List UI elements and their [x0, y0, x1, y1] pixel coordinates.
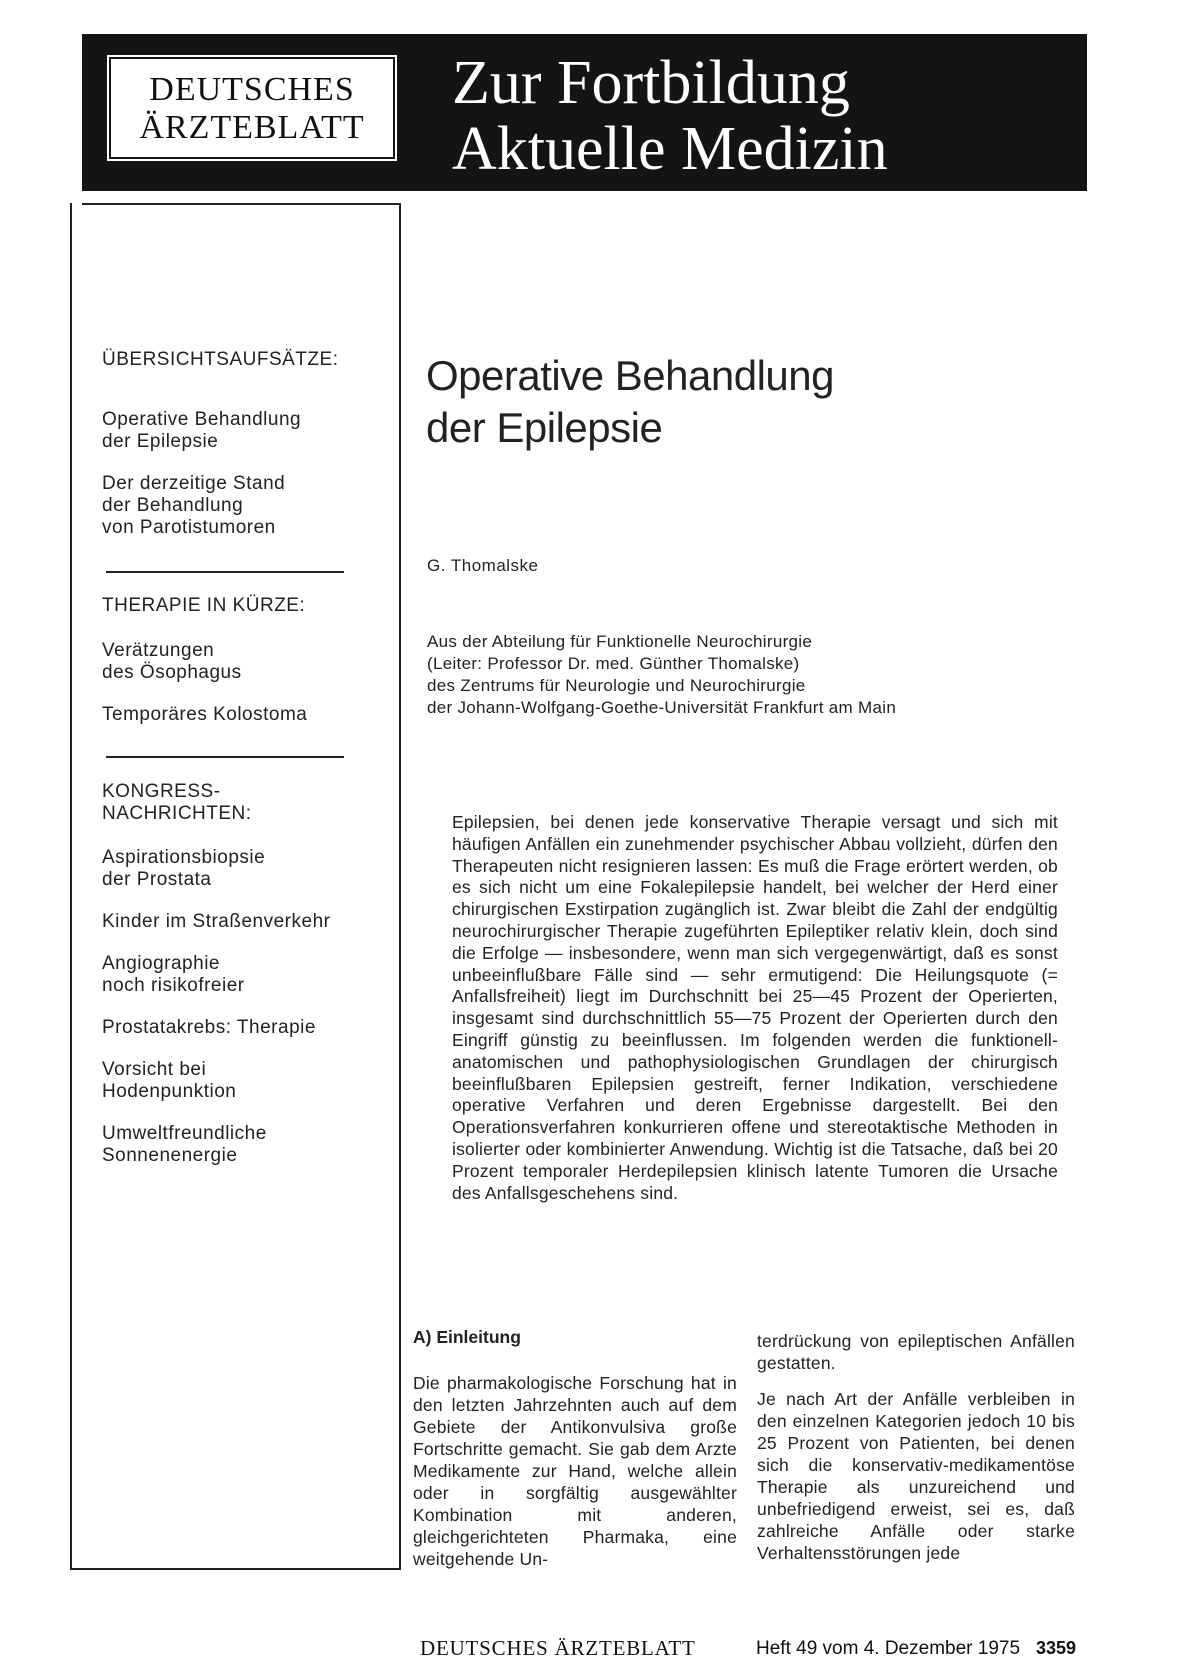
sidebar-heading-congress: KONGRESS- NACHRICHTEN:	[102, 781, 252, 824]
masthead-title-line-2: Aktuelle Medizin	[452, 115, 888, 183]
sidebar-divider	[106, 756, 344, 758]
sidebar-heading-reviews: ÜBERSICHTSAUFSÄTZE:	[102, 349, 339, 370]
sidebar-item: Vorsicht bei Hodenpunktion	[102, 1059, 237, 1102]
logo-line-2: ÄRZTEBLATT	[139, 109, 365, 146]
article-abstract: Epilepsien, bei denen jede konservative Therapie versagt und sich mit häufigen Anfällen ein zunehmender psychischer Abbau vollzieht, dürfen den Therapeuten nicht resignieren lassen: Es muß die Frage erörtert werden, ob es sich nicht um eine Fokalepilepsie handelt, bei welcher der Herd einer chirurgischen Exstirpation zugänglich ist. Zwar bleibt die Zahl der endgültig neurochirurgischer Therapie zugeführten Epileptiker relativ klein, doch sind die Erfolge — insbesondere, wenn man sich vergegenwärtigt, daß es sonst unbeeinflußbare Fälle sind — sehr ermutigend: Die Heilungsquote (= Anfallsfreiheit) liegt im Durchschnitt bei 25—45 Prozent der Operierten, insgesamt sind durchschnittlich 55—75 Prozent der Operierten durch den Eingriff günstig zu beeinflussen. Im folgenden werden die funktionell-anatomischen und pathophysiologischen Grundlagen der chirurgisch beeinflußbaren Epilepsien gestreift, ferner Indikation, verschiedene operative Verfahren und deren Ergebnisse dargestellt. Bei den Operationsverfahren konkurrieren offene und stereotaktische Methoden in isolierter oder kombinierter Anwendung. Wichtig ist die Tatsache, daß bei 20 Prozent temporaler Herdepilepsien klinisch latente Tumoren die Ursache des Anfallsgeschehens sind.	[452, 812, 1058, 1203]
body-column-1	[413, 1372, 737, 1584]
body-paragraph: terdrückung von epileptischen Anfällen gestatten.	[757, 1331, 1075, 1373]
sidebar-item: Der derzeitige Stand der Behandlung von Parotistumoren	[102, 473, 286, 538]
footer-page-number: 3359	[1036, 1638, 1077, 1658]
sidebar-item: Prostatakrebs: Therapie	[102, 1017, 316, 1038]
logo-line-1: DEUTSCHES	[149, 71, 355, 108]
sidebar-heading-therapy: THERAPIE IN KÜRZE:	[102, 595, 306, 616]
sidebar-item: Angiographie noch risikofreier	[102, 953, 245, 996]
article-title: Operative Behandlung der Epilepsie	[426, 352, 834, 451]
article-author: G. Thomalske	[427, 556, 539, 575]
sidebar-item: Kinder im Straßenverkehr	[102, 911, 331, 932]
sidebar-divider	[106, 571, 344, 573]
author-affiliation: Aus der Abteilung für Funktionelle Neurochirurgie (Leiter: Professor Dr. med. Günther Thomalske) des Zentrums für Neurologie und Neurochirurgie der Johann-Wolfgang-Goethe-Universität Frankfurt am Main	[427, 632, 897, 717]
body-paragraph: Die pharmakologische Forschung hat in den letzten Jahrzehnten auch auf dem Gebiete der Antikonvulsiva große Fortschritte gemacht. Sie gab dem Arzte Medikamente zur Hand, welche allein oder in sorgfältig ausgewählter Kombination mit anderen, gleichgerichteten Pharmaka, eine weitgehende Un-	[413, 1373, 737, 1569]
journal-logo	[104, 52, 400, 164]
sidebar-item: Operative Behandlung der Epilepsie	[102, 409, 302, 452]
contents-sidebar	[70, 203, 401, 1570]
sidebar-item: Umweltfreundliche Sonnenenergie	[102, 1123, 267, 1166]
masthead-title-line-1: Zur Fortbildung	[452, 49, 850, 117]
footer-journal-name: DEUTSCHES ÄRZTEBLATT	[420, 1636, 696, 1660]
sidebar-item: Temporäres Kolostoma	[102, 704, 308, 725]
footer-issue: Heft 49 vom 4. Dezember 1975	[756, 1638, 1021, 1659]
body-column-2	[757, 1330, 1075, 1578]
section-heading: A) Einleitung	[413, 1327, 521, 1347]
sidebar-item: Aspirationsbiopsie der Prostata	[102, 847, 266, 890]
body-paragraph: Je nach Art der Anfälle verbleiben in den einzelnen Kategorien jedoch 10 bis 25 Prozent von Patienten, bei denen sich die konservativ-medikamentöse Therapie als unzureichend und unbefriedigend erweist, sei es, daß zahlreiche Anfälle oder starke Verhaltensstörungen jede	[757, 1389, 1075, 1563]
sidebar-item: Verätzungen des Ösophagus	[102, 640, 242, 683]
